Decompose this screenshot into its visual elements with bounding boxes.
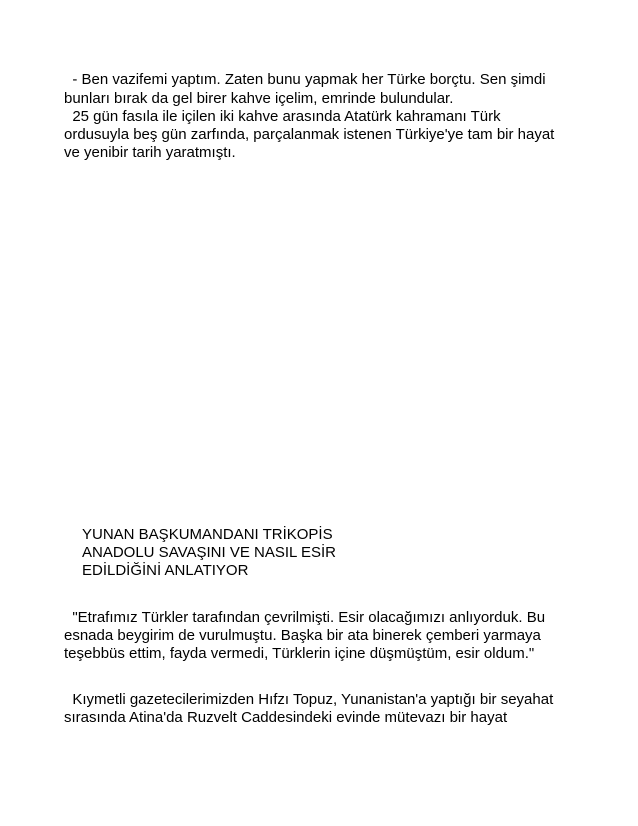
text-line: Kıymetli gazetecilerimizden Hıfzı Topuz, Yunanistan'a yaptığı bir seyahat — [64, 691, 554, 708]
text-line: ordusuyla beş gün zarfında, parçalanmak istenen Türkiye'ye tam bir hayat — [64, 126, 555, 143]
quote-line: esnada beygirim de vurulmuştu. Başka bir ata binerek çemberi yarmaya — [64, 627, 541, 644]
section-heading-line: ANADOLU SAVAŞINI VE NASIL ESİR — [82, 544, 336, 561]
text-line: - Ben vazifemi yaptım. Zaten bunu yapmak her Türke borçtu. Sen şimdi — [64, 71, 546, 88]
text-line: bunları bırak da gel birer kahve içelim, emrinde bulundular. — [64, 90, 454, 107]
section-heading-line: YUNAN BAŞKUMANDANI TRİKOPİS — [82, 526, 333, 543]
quote-line: "Etrafımız Türkler tarafından çevrilmişti. Esir olacağımızı anlıyorduk. Bu — [64, 609, 546, 626]
text-line: ve yenibir tarih yaratmıştı. — [64, 144, 236, 161]
quote-line: teşebbüs ettim, fayda vermedi, Türklerin içine düşmüştüm, esir oldum." — [64, 645, 535, 662]
text-line: sırasında Atina'da Ruzvelt Caddesindeki evinde mütevazı bir hayat — [64, 709, 508, 726]
text-line: 25 gün fasıla ile içilen iki kahve arasında Atatürk kahramanı Türk — [64, 108, 501, 125]
section-heading-line: EDİLDİĞİNİ ANLATIYOR — [82, 562, 249, 579]
